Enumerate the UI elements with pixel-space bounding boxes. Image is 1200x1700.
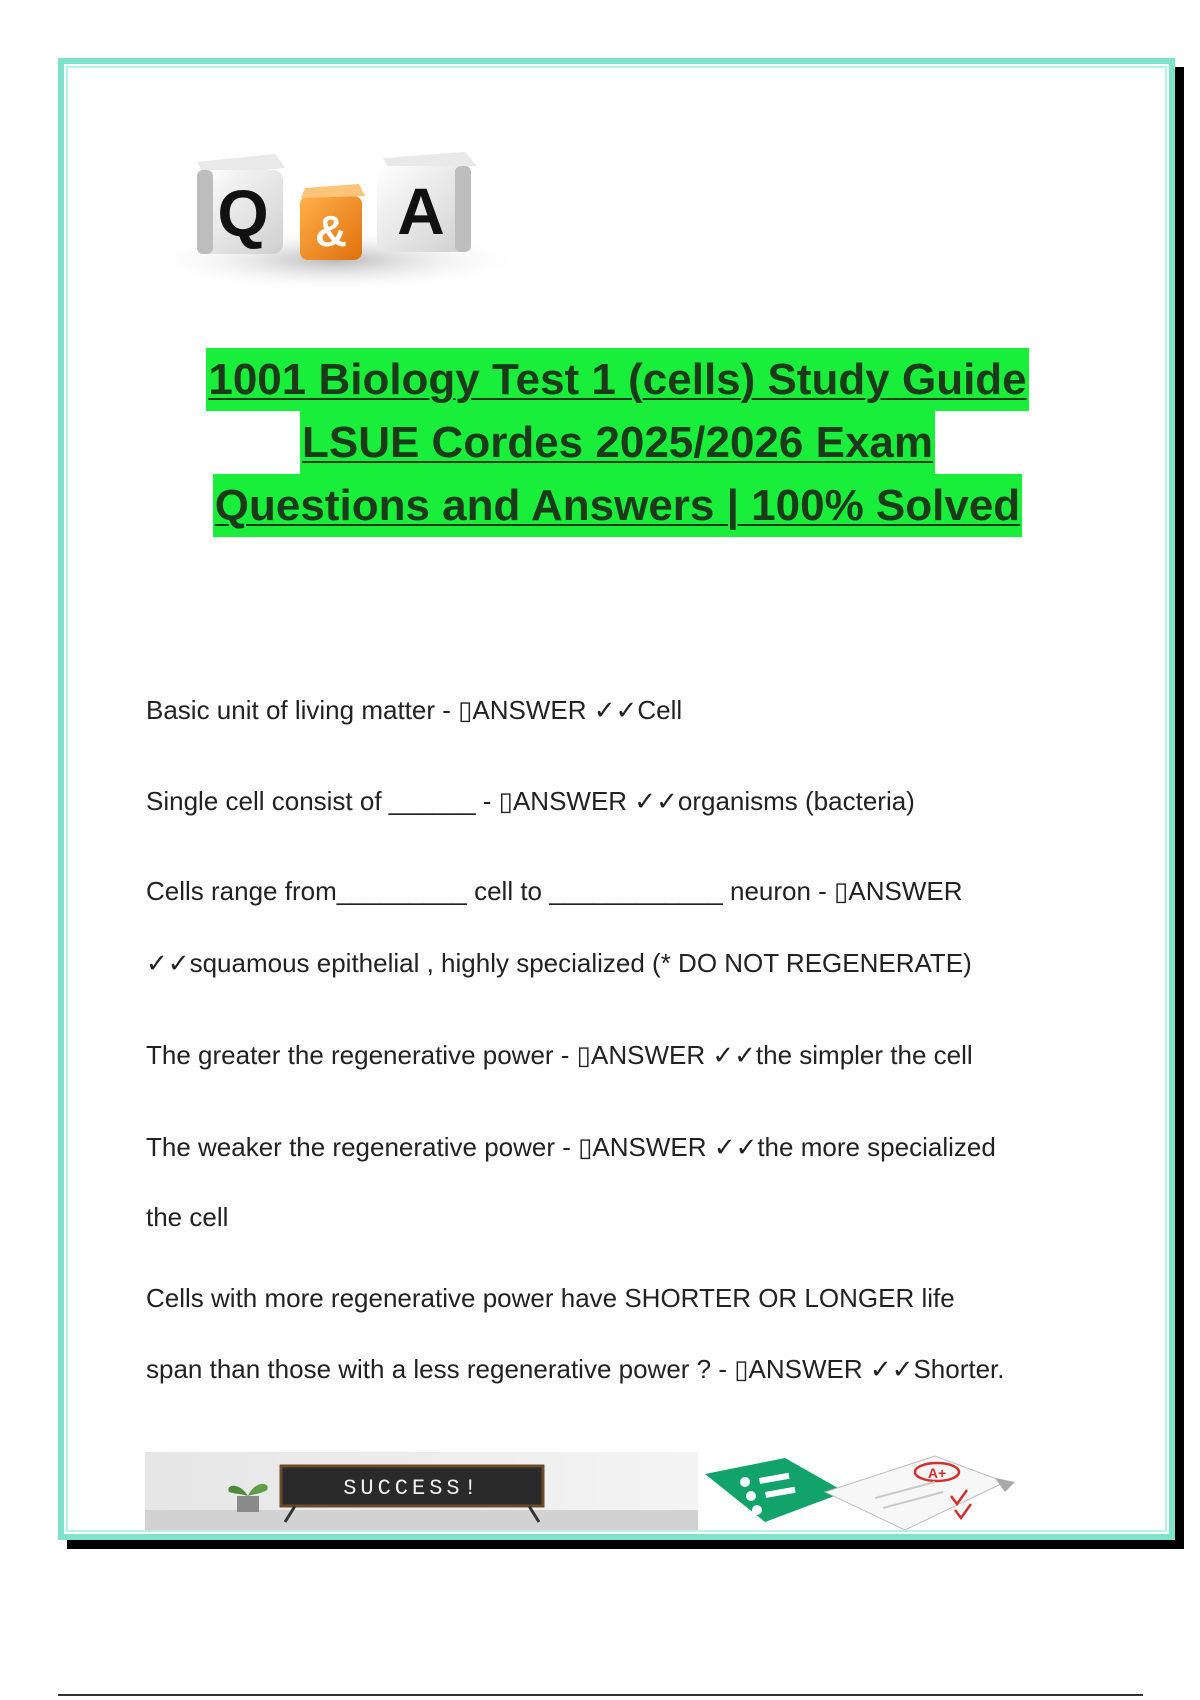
dice-ampersand-letter: & — [315, 207, 347, 256]
bottom-rule — [58, 1694, 1143, 1696]
checklist-icon — [705, 1458, 845, 1522]
dice-q-letter: Q — [217, 176, 269, 250]
qa-line: Single cell consist of ______ - ▯ANSWER ✓✓organisms (bacteria) — [146, 786, 915, 816]
title-line-1: 1001 Biology Test 1 (cells) Study Guide — [206, 348, 1028, 411]
dice-q — [197, 154, 285, 254]
graded-paper-icon — [825, 1456, 1015, 1530]
success-board-text: SUCCESS! — [343, 1476, 481, 1501]
footer-banner — [145, 1452, 1080, 1530]
document-title — [120, 348, 1115, 537]
qa-line: ✓✓squamous epithelial , highly specialized (* DO NOT REGENERATE) — [146, 948, 972, 978]
qa-line: Cells range from_________ cell to ____________ neuron - ▯ANSWER — [146, 876, 963, 906]
dice-a — [377, 152, 477, 252]
grade-text: A+ — [927, 1465, 947, 1481]
title-line-3: Questions and Answers | 100% Solved — [213, 474, 1022, 537]
qa-dice-logo — [145, 140, 535, 320]
qa-line: The greater the regenerative power - ▯ANSWER ✓✓the simpler the cell — [146, 1040, 973, 1070]
qa-line: Basic unit of living matter - ▯ANSWER ✓✓Cell — [146, 695, 683, 725]
qa-line: Cells with more regenerative power have SHORTER OR LONGER life — [146, 1283, 955, 1313]
qa-line: span than those with a less regenerative power ? - ▯ANSWER ✓✓Shorter. — [146, 1354, 1005, 1384]
title-line-2: LSUE Cordes 2025/2026 Exam — [300, 411, 935, 474]
dice-ampersand — [300, 184, 365, 260]
dice-a-letter: A — [397, 174, 445, 248]
banner-desk — [145, 1510, 698, 1530]
qa-line: The weaker the regenerative power - ▯ANSWER ✓✓the more specialized — [146, 1132, 996, 1162]
qa-line: the cell — [146, 1202, 229, 1232]
